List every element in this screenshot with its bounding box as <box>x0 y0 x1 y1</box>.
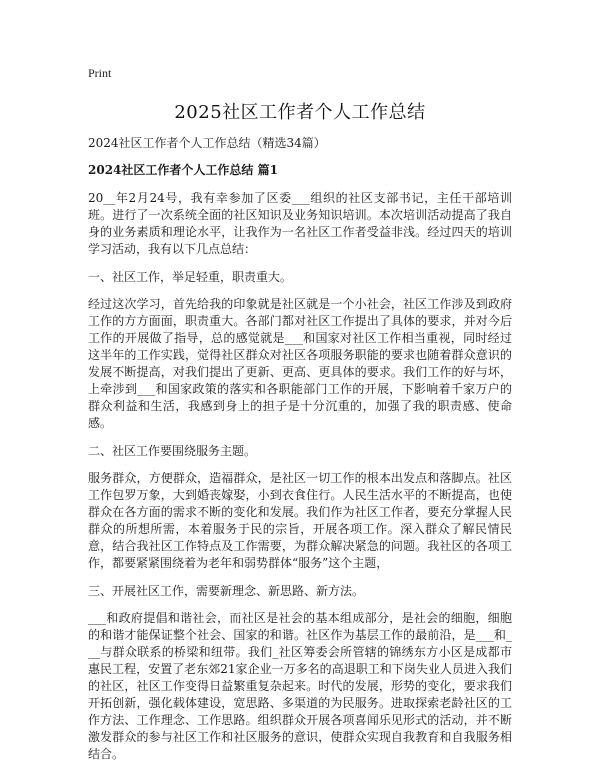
point-one-heading: 一、社区工作，举足轻重，职责重大。 <box>88 270 293 284</box>
point-two-paragraph: 服务群众，方便群众，造福群众，是社区一切工作的根本出发点和落脚点。社区工作包罗万象，大到婚丧嫁娶，小到衣食住行。人民生活水平的不断提高，也使群众在各方面的需求不断的变化和发展。我们作为社区工作者，要充分掌握人民群众的所想所需，本着服务于民的宗旨，开展各项工作。深入群众了解民情民意，结合我社区工作特点及工作需要，为群众解决紧急的问题。我社区的各项工作，都要紧紧围绕着为老年和弱势群体“服务”这个主题， <box>88 471 512 570</box>
point-three-paragraph: ___和政府提倡和谐社会，而社区是社会的基本组成部分，是社会的细胞，细胞的和谐才能保证整个社会、国家的和谐。社区作为基层工作的最前沿，是___和___与群众联系的桥梁和纽带。我们_社区筹委会所管辖的锦绣东方小区是成都市惠民工程，安置了老东郊21家企业一万多名的高退职工和下岗失业人员进入我们的社区，社区工作变得日益繁重复杂起来。时代的发展，形势的变化，要求我们开拓创新，强化载体建设，宽思路、多渠道的为民服务。进取探索老龄社区的工作方法、工作理念、工作思路。组织群众开展各项喜闻乐见形式的活动，并不断激发群众的参与社区工作和社区服务的意识，使群众实现自我教育和自我服务相结合。 <box>88 611 512 761</box>
point-three-heading: 三、开展社区工作，需要新理念、新思路、新方法。 <box>88 584 365 598</box>
point-two-heading: 二、社区工作要围绕服务主题。 <box>88 444 257 458</box>
point-one-paragraph: 经过这次学习，首先给我的印象就是社区就是一个小社会，社区工作涉及到政府工作的方方面面，职责重大。各部门都对社区工作提出了具体的要求，并对今后工作的开展做了指导，总的感觉就是___和国家对社区工作相当重视，同时经过这半年的工作实践，觉得社区群众对社区各项服务职能的要求也随着群众意识的发展不断提高，对我们提出了更新、更高、更具体的要求。我们工作的好与坏，上牵涉到___和国家政策的落实和各职能部门工作的开展，下影响着千家万户的群众利益和生活，我感到身上的担子是十分沉重的，加强了我的职责感、使命感。 <box>88 297 512 430</box>
document-subtitle: 2024社区工作者个人工作总结（精选34篇） <box>88 136 326 150</box>
section-heading: 2024社区工作者个人工作总结 篇1 <box>88 163 278 177</box>
intro-paragraph: 20__年2月24号，我有幸参加了区委___组织的社区支部书记，主任干部培训班。进行了一次系统全面的社区知识及业务知识培训。本次培训活动提高了我自身的业务素质和理论水平，让我作为一名社区工作者受益非浅。经过四天的培训学习活动，我有以下几点总结： <box>88 191 512 256</box>
page-title: 2025社区工作者个人工作总结 <box>174 102 426 123</box>
print-link[interactable]: Print <box>88 66 112 80</box>
